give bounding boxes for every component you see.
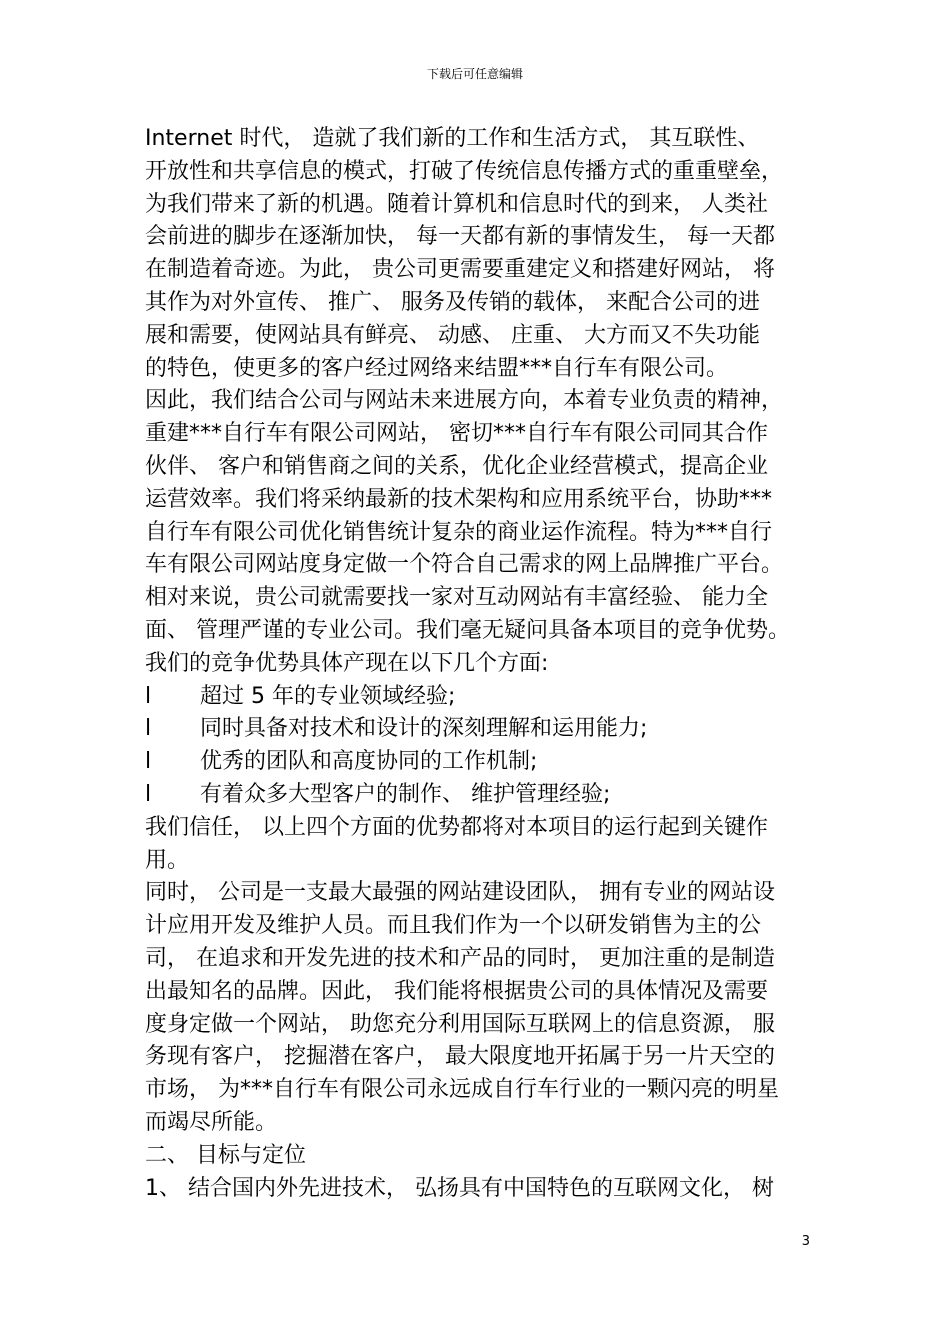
bullet-marker: l [145,716,152,742]
text-line: 用。 [145,847,190,873]
bullet-item [145,713,825,746]
text-line: 伙伴、 客户和销售商之间的关系，优化企业经营模式，提高企业 [145,453,768,479]
bullet-item [145,779,825,812]
text-line: Internet 时代， 造就了我们新的工作和生活方式， 其互联性、 [145,126,760,151]
text-line: 会前进的脚步在逐渐加快， 每一天都有新的事情发生， 每一天都 [145,224,775,250]
text-line: 展和需要，使网站具有鲜亮、 动感、 庄重、 大方而又不失功能 [145,322,760,348]
bullet-marker: l [145,781,152,807]
text-line: 我们的竞争优势具体产现在以下几个方面: [145,650,549,676]
text-line: 度身定做一个网站， 助您充分利用国际互联网上的信息资源， 服 [145,1011,775,1037]
text-line: 的特色，使更多的客户经过网络来结盟***自行车有限公司。 [145,355,729,381]
text-line: 因此，我们结合公司与网站未来进展方向，本着专业负责的精神， [145,388,784,414]
text-line: 面、 管理严谨的专业公司。我们毫无疑问具备本项目的竞争优势。 [145,617,790,643]
text-line: 运营效率。我们将采纳最新的技术架构和应用系统平台，协助*** [145,486,773,512]
text-line: 1、 结合国内外先进技术， 弘扬具有中国特色的互联网文化， 树 [145,1175,774,1201]
bullet-item [145,681,825,714]
text-line: 在制造着奇迹。为此， 贵公司更需要重建定义和搭建好网站， 将 [145,257,775,283]
text-line: 其作为对外宣传、 推广、 服务及传销的载体， 来配合公司的进 [145,289,760,315]
page-header: 下载后可任意编辑 [426,67,523,81]
bullet-text: 优秀的团队和高度协同的工作机制; [200,749,538,775]
text-line: 开放性和共享信息的模式，打破了传统信息传播方式的重重壁垒， [145,158,784,184]
text-line: 市场， 为***自行车有限公司永远成自行车行业的一颗闪亮的明星 [145,1077,779,1103]
text-line: 为我们带来了新的机遇。随着计算机和信息时代的到来， 人类社 [145,191,768,217]
text-line: 重建***自行车有限公司网站， 密切***自行车有限公司同其合作 [145,421,768,447]
text-line: 自行车有限公司优化销售统计复杂的商业运作流程。特为***自行 [145,519,773,545]
text-line: 而竭尽所能。 [145,1109,278,1135]
text-line: 相对来说，贵公司就需要找一家对互动网站有丰富经验、 能力全 [145,585,768,611]
bullet-item [145,746,825,779]
text-line: 出最知名的品牌。因此， 我们能将根据贵公司的具体情况及需要 [145,978,768,1004]
text-line: 计应用开发及维护人员。而且我们作为一个以研发销售为主的公 [145,913,762,939]
bullet-text: 有着众多大型客户的制作、 维护管理经验; [200,781,611,807]
bullet-text: 超过 5 年的专业领域经验; [200,683,456,709]
text-line: 车有限公司网站度身定做一个符合自己需求的网上品牌推广平台。 [145,552,784,578]
section-heading: 二、 目标与定位 [145,1142,306,1168]
bullet-text: 同时具备对技术和设计的深刻理解和运用能力; [200,716,648,742]
bullet-marker: l [145,683,152,709]
text-line: 同时， 公司是一支最大最强的网站建设团队， 拥有专业的网站设 [145,880,775,906]
bullet-marker: l [145,749,152,775]
text-line: 司， 在追求和开发先进的技术和产品的同时， 更加注重的是制造 [145,945,775,971]
text-line: 我们信任， 以上四个方面的优势都将对本项目的运行起到关键作 [145,814,768,840]
document-body [145,123,825,1205]
page-number: 3 [801,1234,810,1249]
text-line: 务现有客户， 挖掘潜在客户， 最大限度地开拓属于另一片天空的 [145,1044,775,1070]
